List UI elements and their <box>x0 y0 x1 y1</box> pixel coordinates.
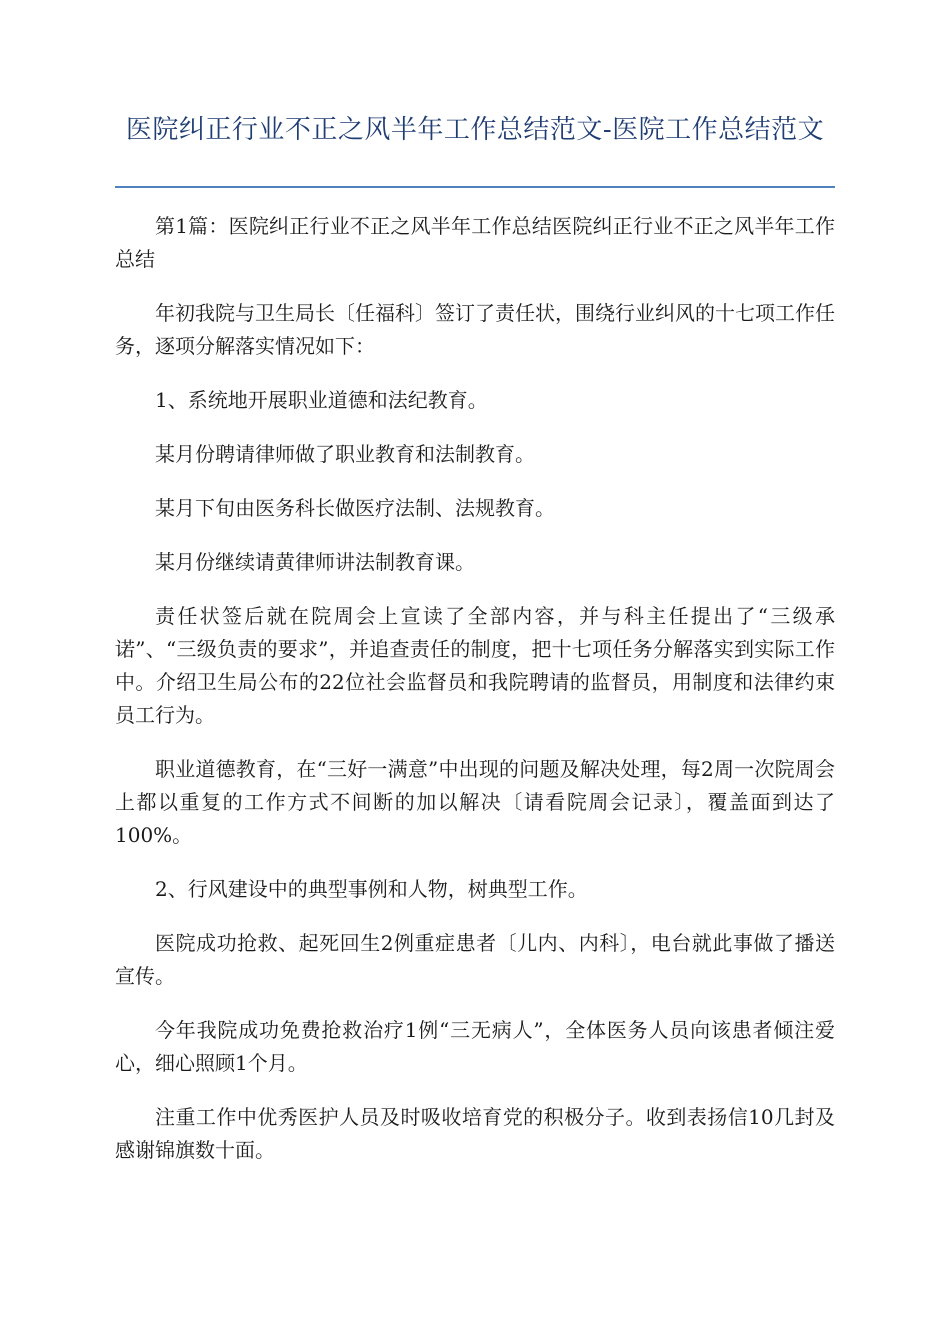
title-underline <box>115 186 835 188</box>
document-title: 医院纠正行业不正之风半年工作总结范文-医院工作总结范文 <box>125 115 825 145</box>
paragraph: 责任状签后就在院周会上宣读了全部内容，并与科主任提出了“三级承诺”、“三级负责的要求”，并追查责任的制度，把十七项任务分解落实到实际工作中。介绍卫生局公布的22位社会监督员和我院聘请的监督员，用制度和法律约束员工行为。 <box>115 604 835 727</box>
paragraph: 注重工作中优秀医护人员及时吸收培育党的积极分子。收到表扬信10几封及感谢锦旗数十面。 <box>115 1105 835 1162</box>
paragraph: 职业道德教育，在“三好一满意”中出现的问题及解决处理，每2周一次院周会上都以重复的工作方式不间断的加以解决〔请看院周会记录〕，覆盖面到达了100%。 <box>115 757 835 847</box>
paragraph: 年初我院与卫生局长〔任福科〕签订了责任状，围绕行业纠风的十七项工作任务，逐项分解落实情况如下： <box>115 301 835 358</box>
paragraph: 医院成功抢救、起死回生2例重症患者〔儿内、内科〕，电台就此事做了播送宣传。 <box>115 931 835 988</box>
paragraph: 1、系统地开展职业道德和法纪教育。 <box>155 388 488 412</box>
paragraph: 第1篇：医院纠正行业不正之风半年工作总结医院纠正行业不正之风半年工作总结 <box>115 214 835 271</box>
paragraph: 某月下旬由医务科长做医疗法制、法规教育。 <box>155 496 555 520</box>
paragraph: 今年我院成功免费抢救治疗1例“三无病人”，全体医务人员向该患者倾注爱心，细心照顾1个月。 <box>115 1018 835 1075</box>
paragraph: 2、行风建设中的典型事例和人物，树典型工作。 <box>155 877 588 901</box>
document-body <box>115 210 835 1188</box>
paragraph: 某月份继续请黄律师讲法制教育课。 <box>155 550 475 574</box>
paragraph: 某月份聘请律师做了职业教育和法制教育。 <box>155 442 535 466</box>
